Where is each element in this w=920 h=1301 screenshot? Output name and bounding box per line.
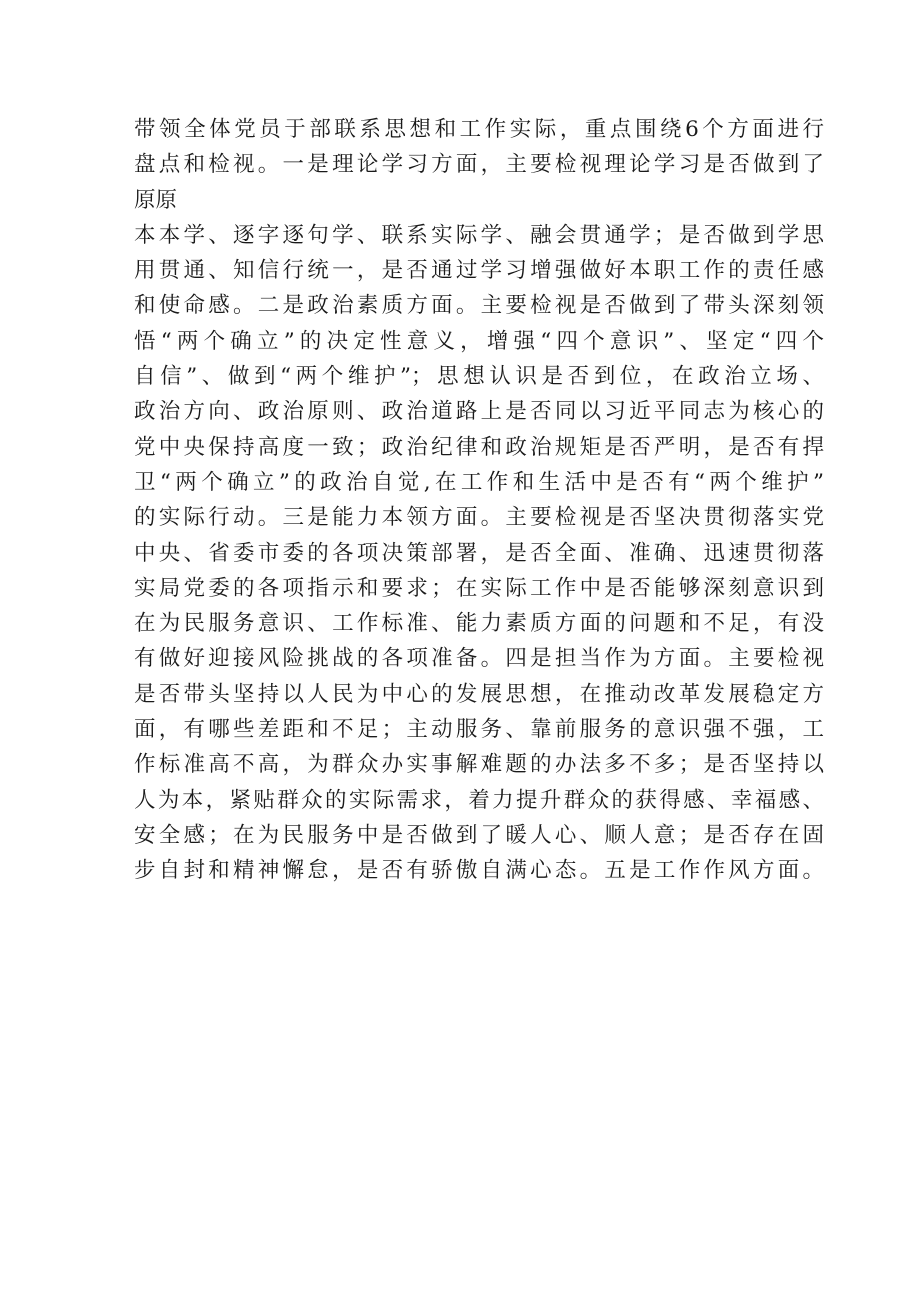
text-line-22: 步自封和精神懈怠，是否有骄傲自满心态。五是工作作风方面。 [134,858,824,884]
text-line-5: 用贯通、知信行统一，是否通过学习增强做好本职工作的责任感 [134,258,824,284]
text-line-11: 卫“两个确立”的政治自觉,在工作和生活中是否有“两个维护” [134,469,824,495]
text-line-21: 安全感；在为民服务中是否做到了暖人心、顺人意；是否存在固 [134,822,824,848]
text-line-17: 是否带头坚持以人民为中心的发展思想，在推动改革发展稳定方 [134,681,824,707]
text-line-13: 中央、省委市委的各项决策部署，是否全面、准确、迅速贯彻落 [134,540,824,566]
text-line-1: 带领全体党员于部联系思想和工作实际，重点围绕6个方面进行 [134,117,824,142]
text-line-20: 人为本，紧贴群众的实际需求，着力提升群众的获得感、幸福感、 [134,787,824,813]
text-line-8: 自信”、做到“两个维护”；思想认识是否到位，在政治立场、 [134,364,824,390]
body-text [134,112,824,889]
text-line-19: 作标准高不高，为群众办实事解难题的办法多不多；是否坚持以 [134,752,824,778]
text-line-9: 政治方向、政治原则、政治道路上是否同以习近平同志为核心的 [134,399,824,425]
text-line-18: 面，有哪些差距和不足；主动服务、靠前服务的意识强不强，工 [134,717,824,743]
text-line-6: 和使命感。二是政治素质方面。主要检视是否做到了带头深刻领 [134,293,824,319]
text-line-3: 原原 [134,187,178,213]
text-line-2: 盘点和检视。一是理论学习方面，主要检视理论学习是否做到了 [134,152,824,178]
text-line-10: 党中央保持高度一致；政治纪律和政治规矩是否严明，是否有捍 [134,434,824,460]
text-line-4: 本本学、逐字逐句学、联系实际学、融会贯通学；是否做到学思 [134,222,824,248]
text-line-12: 的实际行动。三是能力本领方面。主要检视是否坚决贯彻落实党 [134,505,824,531]
text-line-14: 实局党委的各项指示和要求；在实际工作中是否能够深刻意识到 [134,575,824,601]
text-line-15: 在为民服务意识、工作标准、能力素质方面的问题和不足，有没 [134,611,824,637]
text-line-16: 有做好迎接风险挑战的各项准备。四是担当作为方面。主要检视 [134,646,824,672]
text-line-7: 悟“两个确立”的决定性意义，增强“四个意识”、坚定“四个 [134,328,824,354]
